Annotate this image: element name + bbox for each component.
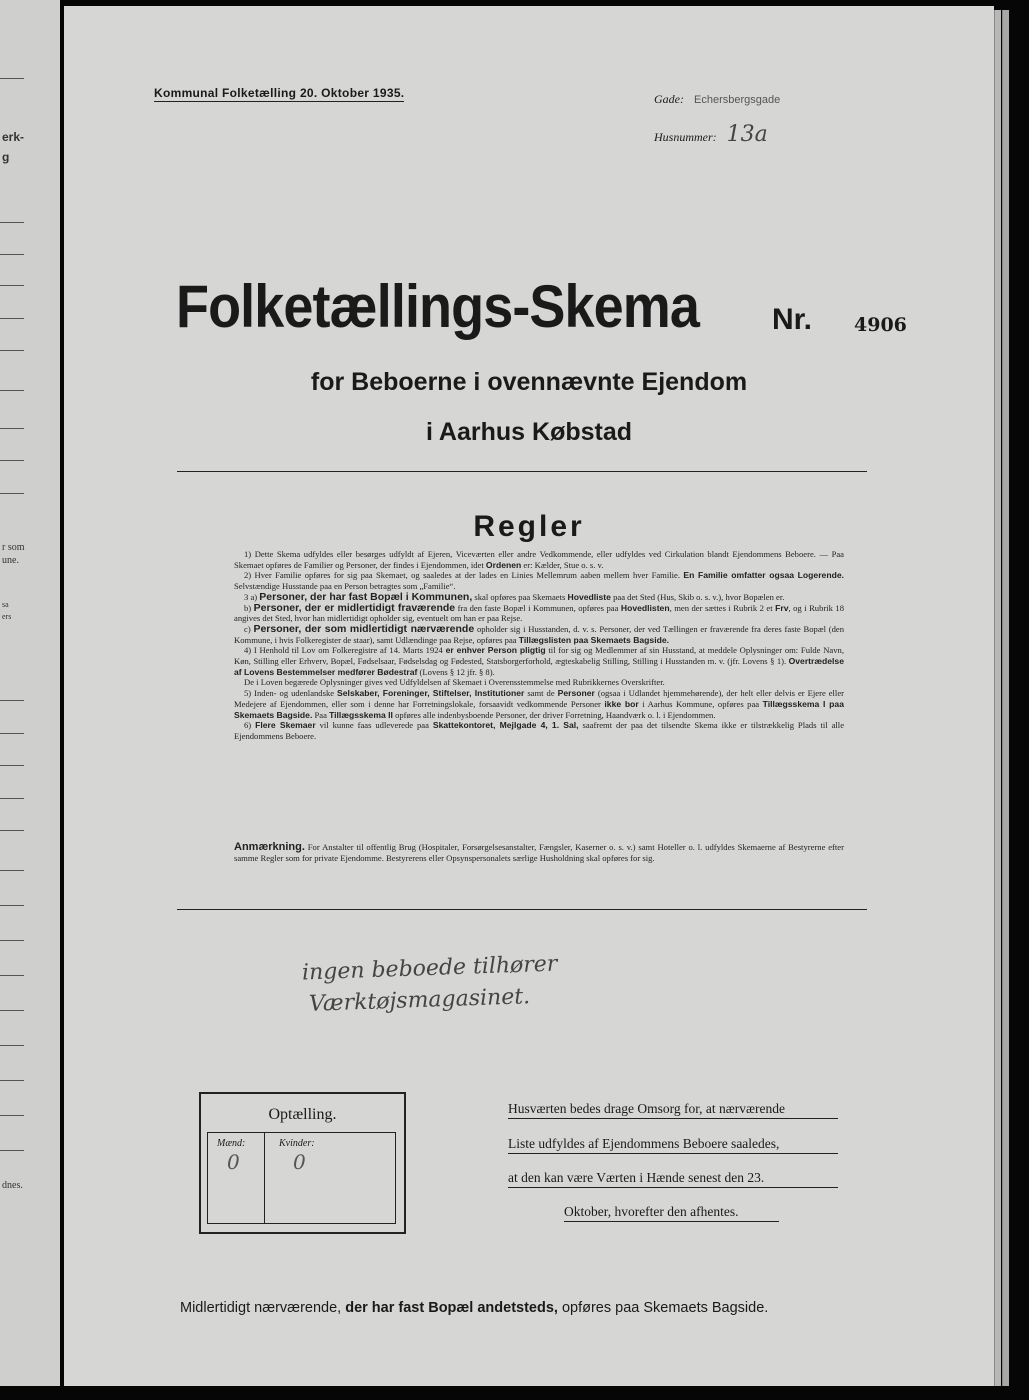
ruled-line [0,765,24,766]
count-box [199,1092,406,1234]
form-title: Folketællings-Skema [176,273,700,340]
ruled-line [0,870,24,871]
divider [177,471,867,472]
street-field [654,90,780,108]
house-number-label: Husnummer: [654,130,717,144]
census-form-page [64,6,994,1386]
notice-line-1: Husværten bedes drage Omsorg for, at nærværende [508,1101,838,1119]
ruled-line [0,318,24,319]
prev-fragment: g [2,150,10,164]
women-label: Kvinder: [279,1138,315,1149]
remark-text: For Anstalter til offentlig Brug (Hospitaler, Forsørgelsesanstalter, Fængsler, Kaserner o. s. v.) samt Hoteller o. l. udfyldes Skemaerne af Bestyrerne efter samme Regler som for private Ejendomme. Bestyrerens eller Opsynspersonalets særlige Husholdning skal opføres for sig. [234,842,844,863]
prev-fragment: r som [2,542,25,553]
rule-3a: 3 a) Personer, der har fast Bopæl i Kommunen, skal opføres paa Skemaets Hovedliste paa det Sted (Hus, Skib o. s. v.), hvor Bopælen er. [244,590,785,603]
rule-5: 5) Inden- og udenlandske Selskaber, Foreninger, Stiftelser, Institutioner samt de Personer (ogsaa i Udlandet hjemmehørende), der helt eller delvis er Ejere eller Medejere af Ejendommen, eller som i denne har Forretningslokale, forsaavidt vedkommende Personer ikke bor i Aarhus Kommune, opføres paa Tillægsskema I paa Skemaets Bagside. Paa Tillægsskema II opføres alle indenbysboende Personer, der driver Forretning, Haandværk o. l. i Ejendommen. [234,688,844,720]
form-subtitle-2: i Aarhus Købstad [425,418,633,446]
footer-instruction: Midlertidigt nærværende, der har fast Bopæl andetsteds, opføres paa Skemaets Bagside. [180,1300,769,1316]
rules-heading: Regler [473,510,585,543]
count-box-title: Optælling. [268,1106,337,1123]
ruled-line [0,975,24,976]
prev-fragment: une. [2,555,19,566]
handwritten-note-line-2: Værktøjsmagasinet. [308,984,531,1017]
form-subtitle-1: for Beboerne i ovennævnte Ejendom [310,368,748,396]
ruled-line [0,940,24,941]
ruled-line [0,830,24,831]
ruled-line [0,798,24,799]
ruled-line [0,493,24,494]
notice-line-2: Liste udfyldes af Ejendommens Beboere saaledes, [508,1136,838,1154]
rule-4: 4) I Henhold til Lov om Folkeregistre af 14. Marts 1924 er enhver Person pligtig til for sig og Medlemmer af sin Husstand, at meddele Oplysninger om: Fulde Navn, Køn, Stilling eller Erhverv, Bopæl, Fødselsaar, Fødselsdag og Fødested, Statsborgerforhold, ægteskabelig Stilling, Stilling i Husstanden m. v. (jfr. Lovens § 1). Overtrædelse af Lovens Bestemmelser medfører Bødestraf (Lovens § 12 jfr. § 8). [234,645,844,677]
prev-fragment: erk- [2,130,25,144]
rule-3c: c) Personer, der som midlertidigt nærværende opholder sig i Husstanden, d. v. s. Personer, der ved Tællingen er fraværende fra deres faste Bopæl (den Kommune, i hvis Folkeregister de staar), samt Udlændinge paa Rejse, opføres paa Tillægslisten paa Skemaets Bagside. [234,622,845,645]
count-box-divider [264,1132,265,1224]
ruled-line [0,390,24,391]
rule-6: 6) Flere Skemaer vil kunne faas udleverede paa Skattekontoret, Mejlgade 4, 1. Sal, saafremt der paa det tilsendte Skema ikke er tilstrækkelig Plads til alle Ejendommens Beboere. [234,720,845,741]
ruled-line [0,254,24,255]
rule-4-extra: De i Loven begærede Oplysninger gives ved Udfyldelsen af Skemaet i Overensstemmelse med Rubrikkernes Overskrifter. [244,677,665,688]
men-count: 0 [227,1150,240,1174]
ruled-line [0,350,24,351]
ruled-line [0,428,24,429]
women-count: 0 [293,1150,306,1174]
previous-page-strip [0,0,60,1386]
rule-1: 1) Dette Skema udfyldes eller besørges udfyldt af Ejeren, Viceværten eller andre Vedkommende, eller udfyldes ved Cirkulation blandt Ejendommens Beboere. — Paa Skemaet opføres de Familier og Personer, der findes i Ejendommen, idet Ordenen er: Kælder, Stue o. s. v. [234,549,844,570]
ruled-line [0,905,24,906]
form-nr-label: Nr. [772,303,813,336]
street-label: Gade: [654,92,684,106]
men-label: Mænd: [217,1138,246,1149]
ruled-line [0,1115,24,1116]
prev-fragment: sa [2,600,9,609]
house-number-field [654,122,768,147]
remark-label: Anmærkning. [234,841,305,853]
house-number-value: 13a [726,122,768,147]
notice-line-4: Oktober, hvorefter den afhentes. [564,1204,779,1222]
ruled-line [0,78,24,79]
page-edge [1002,10,1009,1386]
rule-3b: b) Personer, der er midlertidigt fraværende fra den faste Bopæl i Kommunen, opføres paa Hovedlisten, men der sættes i Rubrik 2 et Frv, og i Rubrik 18 angives det Sted, hvor han midlertidigt opholder sig, eventuelt om han er paa Rejse. [234,601,845,624]
rules-text [234,549,844,742]
ruled-line [0,460,24,461]
form-serial-number: 4906 [854,314,907,336]
ruled-line [0,1010,24,1011]
remark-note [234,842,844,864]
census-title: Kommunal Folketælling 20. Oktober 1935. [154,86,405,100]
ruled-line [0,285,24,286]
handwritten-note-line-1: ingen beboede tilhører [301,951,558,986]
page-edge [994,10,1001,1386]
ruled-line [0,1080,24,1081]
prev-fragment: ers [2,612,12,621]
ruled-line [0,733,24,734]
rule-2: 2) Hver Familie opføres for sig paa Skemaet, og saaledes at der lades en Linies Mellemrum aaben mellem hver Familie. En Familie omfatter ogsaa Logerende. Selvstændige Husstande paa en Person betragtes som „Familie“. [234,570,844,592]
ruled-line [0,1150,24,1151]
ruled-line [0,1045,24,1046]
street-value: Echersbergsgade [694,94,781,106]
ruled-line [0,700,24,701]
ruled-line [0,222,24,223]
notice-line-3: at den kan være Værten i Hænde senest den 23. [508,1170,838,1188]
prev-fragment: dnes. [2,1180,23,1191]
divider [177,909,867,910]
